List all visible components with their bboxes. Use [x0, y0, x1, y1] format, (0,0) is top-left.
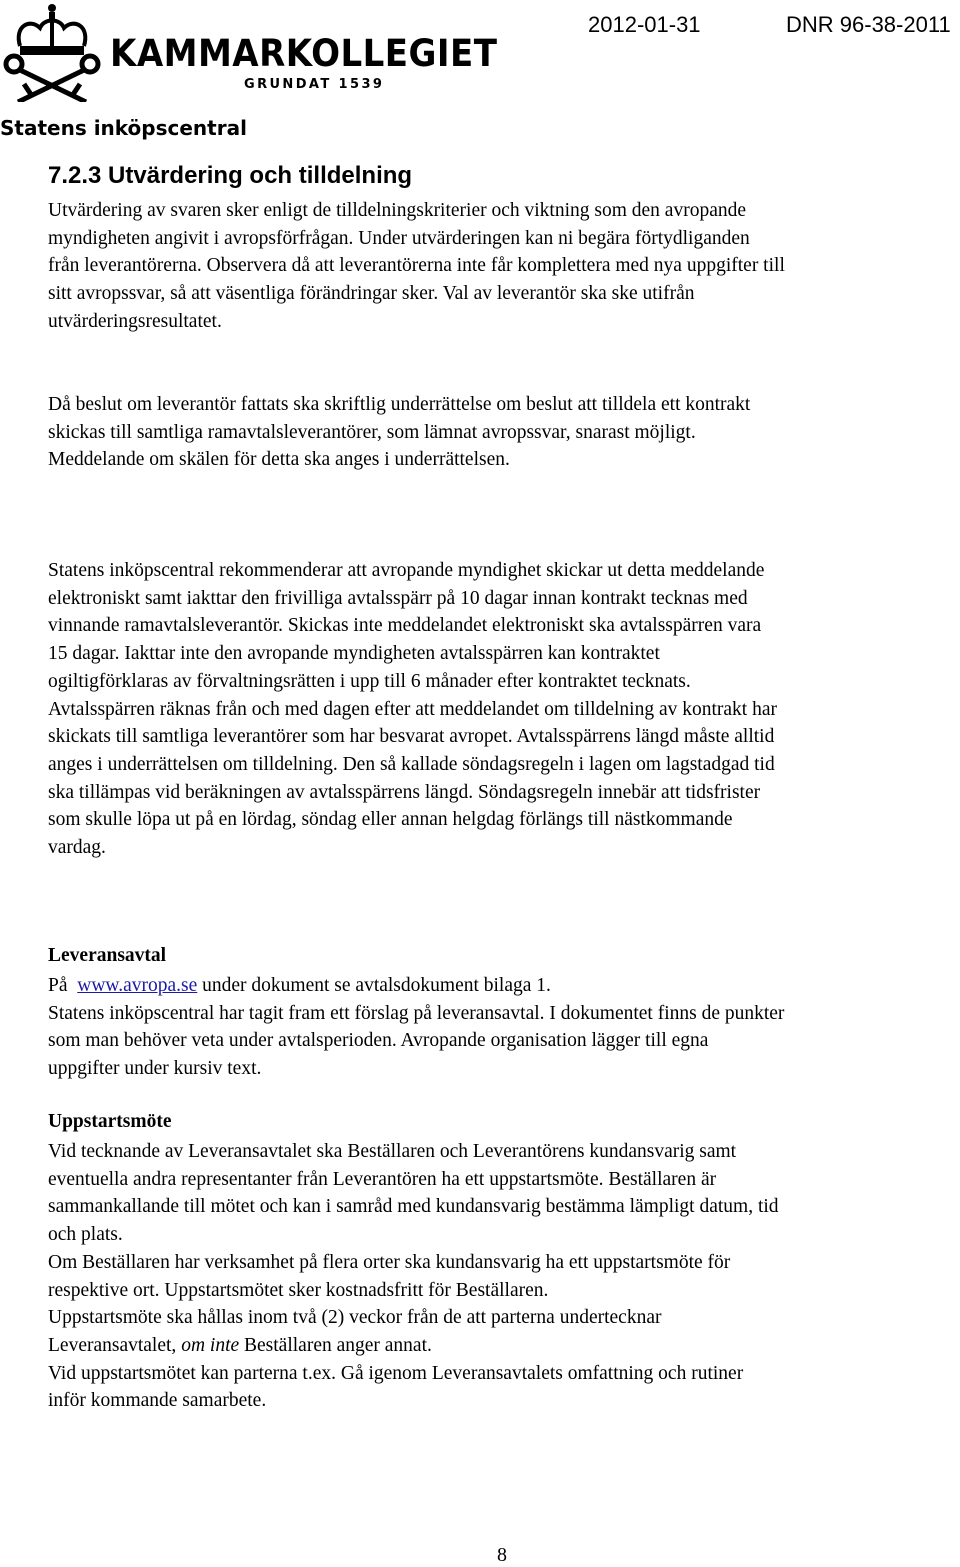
brand-tagline: GRUNDAT 1539 [244, 77, 385, 92]
text-line: uppgifter under kursiv text. [48, 1058, 262, 1080]
text-line [48, 972, 960, 1000]
italic-fragment: om inte [181, 1334, 240, 1356]
text-line: eventuella andra representanter från Leverantören ha ett uppstartsmöte. Beställaren är [48, 1168, 717, 1190]
text-line: vardag. [48, 837, 106, 859]
uppstartsmote-heading: Uppstartsmöte [48, 1111, 172, 1132]
text-line: sammankallande till mötet och kan i samråd med kundansvarig bestämma lämpligt datum, tid [48, 1196, 779, 1218]
text-line: som man behöver veta under avtalsperioden. Avropande organisation lägger till egna [48, 1030, 709, 1052]
brand-name: KAMMARKOLLEGIET [110, 32, 498, 75]
text-line: inför kommande samarbete. [48, 1390, 267, 1412]
text-fragment: Beställaren anger annat. [244, 1334, 432, 1356]
text-line: Om Beställaren har verksamhet på flera orter ska kundansvarig ha ett uppstartsmöte för [48, 1251, 731, 1273]
text-line: och plats. [48, 1224, 123, 1246]
text-line: myndigheten angivit i avropsförfrågan. Under utvärderingen kan ni begära förtydliganden [48, 227, 750, 249]
text-line: anges i underrättelsen om tilldelning. Den så kallade söndagsregeln i lagen om lagstadgad tid [48, 753, 775, 775]
paragraph-leveransavtal [48, 972, 960, 1083]
text-line: som skulle löpa ut på en lördag, söndag eller annan helgdag förlängs till nästkommande [48, 809, 733, 831]
leveransavtal-heading: Leveransavtal [48, 945, 167, 966]
text-fragment: under dokument se avtalsdokument bilaga 1. [202, 975, 551, 996]
text-line: Vid uppstartsmötet kan parterna t.ex. Gå igenom Leveransavtalets omfattning och rutiner [48, 1362, 744, 1384]
text-line: vinnande ramavtalsleverantör. Skickas inte meddelandet elektroniskt ska avtalsspärren vara [48, 615, 762, 637]
text-line: Statens inköpscentral rekommenderar att avropande myndighet skickar ut detta meddelande [48, 560, 765, 581]
text-line: ska tillämpas vid beräkningen av avtalsspärrens längd. Söndagsregeln innebär att tidsfrister [48, 781, 761, 803]
paragraph-evaluation [48, 197, 960, 336]
section-heading: 7.2.3 Utvärdering och tilldelning [48, 162, 413, 189]
page-number: 8 [497, 1544, 507, 1566]
paragraph-uppstartsmote [48, 1138, 960, 1415]
text-line: ogiltigförklaras av förvaltningsrätten i upp till 6 månader efter kontraktet tecknats. [48, 670, 691, 692]
crown-icon [19, 4, 86, 55]
text-line: 15 dagar. Iakttar inte den avropande myndigheten avtalsspärren kan kontraktet [48, 643, 660, 665]
avropa-link[interactable]: www.avropa.se [77, 975, 198, 996]
text-line: Vid tecknande av Leveransavtalet ska Beställaren och Leverantörens kundansvarig samt [48, 1141, 737, 1162]
document-date: 2012-01-31 [588, 12, 701, 37]
department-name: Statens inköpscentral [0, 116, 247, 140]
text-line: från leverantörerna. Observera då att leverantörerna inte får komplettera med nya uppgifter till [48, 255, 785, 277]
text-line: utvärderingsresultatet. [48, 310, 222, 332]
text-line: Uppstartsmöte ska hållas inom två (2) veckor från de att parterna undertecknar [48, 1307, 662, 1329]
text-line: elektroniskt samt iakttar den frivilliga avtalsspärr på 10 dagar innan kontrakt tecknas med [48, 587, 748, 609]
text-line: Då beslut om leverantör fattats ska skriftlig underrättelse om beslut att tilldela ett kontrakt [48, 394, 751, 415]
text-line: Avtalsspärren räknas från och med dagen efter att meddelandet om tilldelning av kontrakt har [48, 698, 777, 720]
paragraph-standstill [48, 557, 960, 862]
text-line: Meddelande om skälen för detta ska anges i underrättelsen. [48, 449, 510, 471]
text-line [48, 1332, 960, 1360]
text-line: skickas till samtliga ramavtalsleverantörer, som lämnat avropssvar, snarast möjligt. [48, 421, 696, 443]
document-dnr: DNR 96-38-2011 [786, 12, 951, 37]
text-line: Statens inköpscentral har tagit fram ett förslag på leveransavtal. I dokumentet finns de punkter [48, 1002, 785, 1024]
text-line: Utvärdering av svaren sker enligt de tilldelningskriterier och viktning som den avropande [48, 200, 747, 221]
paragraph-decision [48, 391, 960, 474]
text-line: skickats till samtliga leverantörer som har besvarat avropet. Avtalsspärrens längd måste alltid [48, 726, 775, 748]
text-fragment: På [48, 975, 68, 996]
text-line: respektive ort. Uppstartsmötet sker kostnadsfritt för Beställaren. [48, 1279, 549, 1301]
text-fragment: Leveransavtalet, [48, 1334, 177, 1356]
crossed-keys-icon [6, 56, 98, 102]
text-line: sitt avropssvar, så att väsentliga förändringar sker. Val av leverantör ska ske utifrån [48, 283, 695, 305]
